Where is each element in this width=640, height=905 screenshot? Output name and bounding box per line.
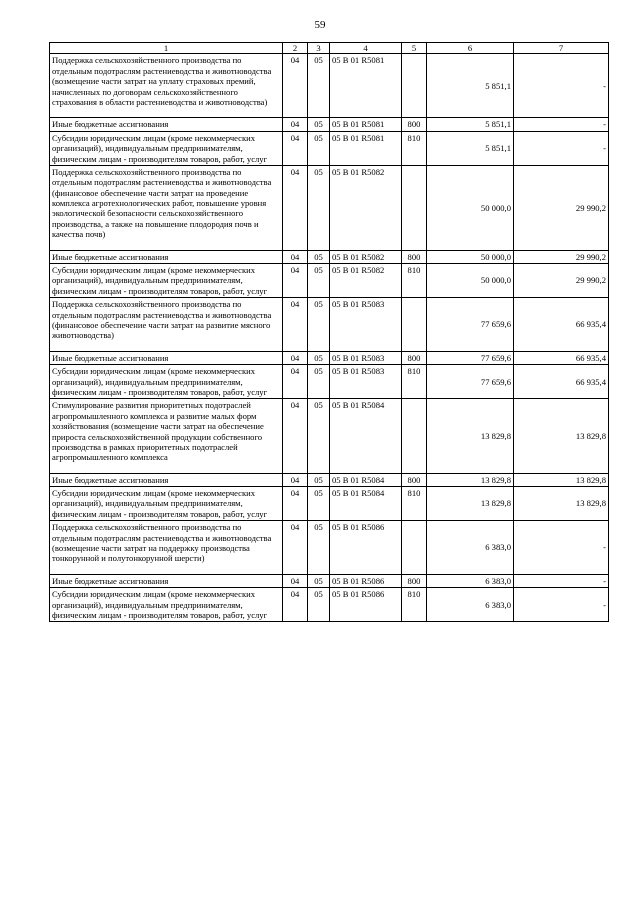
header-cell: 5: [402, 43, 427, 54]
row-section-code: 04: [283, 118, 308, 131]
header-cell: 1: [50, 43, 283, 54]
row-expense-type: 800: [402, 473, 427, 486]
row-name: Иные бюджетные ассигнования: [50, 118, 283, 131]
row-amount-plan: 13 829,8: [427, 399, 514, 473]
table-row: [50, 365, 609, 399]
row-name: Иные бюджетные ассигнования: [50, 574, 283, 587]
row-expense-type: 810: [402, 487, 427, 521]
row-expense-type: 800: [402, 250, 427, 263]
row-subsection-code: 05: [308, 118, 330, 131]
row-section-code: 04: [283, 399, 308, 473]
row-subsection-code: 05: [308, 298, 330, 352]
row-section-code: 04: [283, 365, 308, 399]
row-amount-plan: 77 659,6: [427, 298, 514, 352]
row-target-code: 05 В 01 R5084: [330, 399, 402, 473]
row-target-code: 05 В 01 R5081: [330, 118, 402, 131]
row-expense-type: 800: [402, 574, 427, 587]
table-row: [50, 574, 609, 587]
row-name: Иные бюджетные ассигнования: [50, 351, 283, 364]
row-target-code: 05 В 01 R5083: [330, 365, 402, 399]
row-amount-actual: -: [514, 521, 609, 575]
row-name: Поддержка сельскохозяйственного производства по отдельным подотраслям растениеводства и животноводства (возмещение части затрат на поддержку производства тонкорунной и полутонкорунной шерсти): [50, 521, 283, 575]
row-target-code: 05 В 01 R5082: [330, 264, 402, 298]
row-name: Субсидии юридическим лицам (кроме некоммерческих организаций), индивидуальным предпринимателям, физическим лицам - производителям товаров, работ, услуг: [50, 365, 283, 399]
row-name: Поддержка сельскохозяйственного производства по отдельным подотраслям растениеводства и животноводства (финансовое обеспечение части затрат на развитие мясного животноводства): [50, 298, 283, 352]
row-amount-actual: -: [514, 118, 609, 131]
row-subsection-code: 05: [308, 521, 330, 575]
row-amount-actual: 29 990,2: [514, 250, 609, 263]
row-name: Иные бюджетные ассигнования: [50, 473, 283, 486]
row-expense-type: 810: [402, 131, 427, 165]
row-amount-actual: -: [514, 54, 609, 118]
row-subsection-code: 05: [308, 473, 330, 486]
row-expense-type: [402, 54, 427, 118]
row-subsection-code: 05: [308, 588, 330, 622]
row-expense-type: [402, 298, 427, 352]
row-expense-type: [402, 165, 427, 250]
row-subsection-code: 05: [308, 131, 330, 165]
row-section-code: 04: [283, 264, 308, 298]
table-row: [50, 473, 609, 486]
table-row: [50, 54, 609, 118]
header-cell: 2: [283, 43, 308, 54]
row-name: Стимулирование развития приоритетных подотраслей агропромышленного комплекса и развитие малых форм хозяйствования (возмещение части затрат на обеспечение прироста сельскохозяйственной продукции собственного производства в рамках приоритетных подотраслей агропромышленного комплекса: [50, 399, 283, 473]
row-target-code: 05 В 01 R5081: [330, 54, 402, 118]
row-subsection-code: 05: [308, 399, 330, 473]
row-amount-actual: 66 935,4: [514, 351, 609, 364]
row-amount-actual: 66 935,4: [514, 365, 609, 399]
row-amount-actual: 29 990,2: [514, 264, 609, 298]
row-name: Субсидии юридическим лицам (кроме некоммерческих организаций), индивидуальным предпринимателям, физическим лицам - производителям товаров, работ, услуг: [50, 588, 283, 622]
row-amount-plan: 13 829,8: [427, 473, 514, 486]
row-target-code: 05 В 01 R5081: [330, 131, 402, 165]
row-expense-type: 810: [402, 264, 427, 298]
row-subsection-code: 05: [308, 165, 330, 250]
row-amount-plan: 77 659,6: [427, 365, 514, 399]
row-amount-plan: 5 851,1: [427, 54, 514, 118]
row-target-code: 05 В 01 R5083: [330, 298, 402, 352]
row-subsection-code: 05: [308, 351, 330, 364]
table-row: [50, 118, 609, 131]
row-name: Субсидии юридическим лицам (кроме некоммерческих организаций), индивидуальным предпринимателям, физическим лицам - производителям товаров, работ, услуг: [50, 487, 283, 521]
row-amount-actual: -: [514, 574, 609, 587]
row-target-code: 05 В 01 R5086: [330, 521, 402, 575]
table-row: [50, 165, 609, 250]
row-subsection-code: 05: [308, 264, 330, 298]
page-number: 59: [314, 19, 326, 31]
row-name: Иные бюджетные ассигнования: [50, 250, 283, 263]
row-amount-plan: 13 829,8: [427, 487, 514, 521]
row-amount-actual: 13 829,8: [514, 473, 609, 486]
row-section-code: 04: [283, 588, 308, 622]
row-subsection-code: 05: [308, 54, 330, 118]
table-row: [50, 588, 609, 622]
row-amount-actual: -: [514, 131, 609, 165]
row-target-code: 05 В 01 R5083: [330, 351, 402, 364]
row-section-code: 04: [283, 473, 308, 486]
row-amount-plan: 5 851,1: [427, 118, 514, 131]
row-amount-actual: 13 829,8: [514, 487, 609, 521]
row-subsection-code: 05: [308, 574, 330, 587]
row-amount-plan: 50 000,0: [427, 264, 514, 298]
table-row: [50, 351, 609, 364]
row-amount-plan: 5 851,1: [427, 131, 514, 165]
header-cell: 6: [427, 43, 514, 54]
table-row: [50, 131, 609, 165]
table-row: [50, 487, 609, 521]
row-target-code: 05 В 01 R5086: [330, 574, 402, 587]
table-row: [50, 250, 609, 263]
row-amount-actual: 66 935,4: [514, 298, 609, 352]
row-target-code: 05 В 01 R5082: [330, 250, 402, 263]
row-section-code: 04: [283, 574, 308, 587]
row-section-code: 04: [283, 165, 308, 250]
row-expense-type: 810: [402, 365, 427, 399]
row-expense-type: [402, 521, 427, 575]
table-row: [50, 264, 609, 298]
row-section-code: 04: [283, 487, 308, 521]
budget-table: [49, 42, 609, 622]
row-amount-plan: 6 383,0: [427, 521, 514, 575]
header-cell: 4: [330, 43, 402, 54]
row-amount-plan: 6 383,0: [427, 588, 514, 622]
table-row: [50, 399, 609, 473]
row-name: Субсидии юридическим лицам (кроме некоммерческих организаций), индивидуальным предпринимателям, физическим лицам - производителям товаров, работ, услуг: [50, 131, 283, 165]
table-row: [50, 521, 609, 575]
row-section-code: 04: [283, 54, 308, 118]
row-subsection-code: 05: [308, 365, 330, 399]
row-amount-actual: -: [514, 588, 609, 622]
row-target-code: 05 В 01 R5084: [330, 473, 402, 486]
row-target-code: 05 В 01 R5086: [330, 588, 402, 622]
row-amount-actual: 13 829,8: [514, 399, 609, 473]
row-target-code: 05 В 01 R5084: [330, 487, 402, 521]
row-section-code: 04: [283, 298, 308, 352]
row-name: Поддержка сельскохозяйственного производства по отдельным подотраслям растениеводства и животноводства (возмещение части затрат на уплату страховых премий, начисленных по договорам сельскохозяйственного страхования в области растениеводства и животноводства): [50, 54, 283, 118]
table-row: [50, 298, 609, 352]
row-section-code: 04: [283, 351, 308, 364]
row-amount-plan: 6 383,0: [427, 574, 514, 587]
row-amount-plan: 50 000,0: [427, 250, 514, 263]
row-subsection-code: 05: [308, 487, 330, 521]
row-subsection-code: 05: [308, 250, 330, 263]
header-cell: 3: [308, 43, 330, 54]
row-expense-type: 810: [402, 588, 427, 622]
row-amount-plan: 50 000,0: [427, 165, 514, 250]
header-cell: 7: [514, 43, 609, 54]
row-expense-type: 800: [402, 351, 427, 364]
row-section-code: 04: [283, 131, 308, 165]
row-amount-plan: 77 659,6: [427, 351, 514, 364]
row-section-code: 04: [283, 250, 308, 263]
row-name: Поддержка сельскохозяйственного производства по отдельным подотраслям растениеводства и животноводства (финансовое обеспечение части затрат на проведение комплекса агротехнологических работ, повышение уровня экологической безопасности сельскохозяйственного производства, а также на повышение плодородия почв и качества почв): [50, 165, 283, 250]
row-target-code: 05 В 01 R5082: [330, 165, 402, 250]
row-amount-actual: 29 990,2: [514, 165, 609, 250]
row-expense-type: 800: [402, 118, 427, 131]
table-header: [50, 43, 609, 54]
row-section-code: 04: [283, 521, 308, 575]
row-expense-type: [402, 399, 427, 473]
row-name: Субсидии юридическим лицам (кроме некоммерческих организаций), индивидуальным предпринимателям, физическим лицам - производителям товаров, работ, услуг: [50, 264, 283, 298]
